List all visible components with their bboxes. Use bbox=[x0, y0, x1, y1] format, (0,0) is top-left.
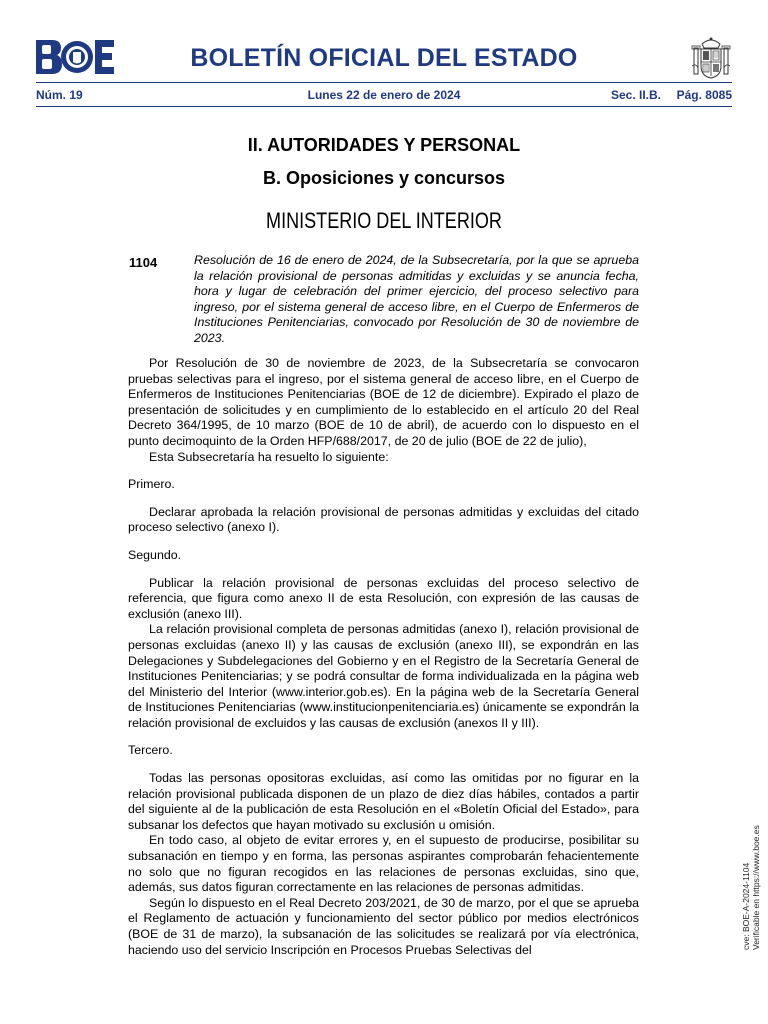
header-bottom-rule bbox=[36, 106, 732, 107]
subsection-title: B. Oposiciones y concursos bbox=[262, 168, 506, 188]
header-top-rule bbox=[36, 82, 732, 83]
coat-of-arms-icon bbox=[690, 36, 732, 80]
body-paragraph: Publicar la relación provisional de personas excluidas del proceso selectivo de referencia, que figura como anexo II de esta Resolución, con expresión de las causas de exclusión (anexo III). bbox=[128, 575, 639, 621]
newspaper-title: BOLETÍN OFICIAL DEL ESTADO bbox=[190, 44, 578, 72]
body-paragraph: Esta Subsecretaría ha resuelto lo siguiente: bbox=[149, 449, 389, 464]
body-paragraph: Todas las personas opositoras excluidas, así como las omitidas por no figurar en la relación provisional publicada disponen de un plazo de diez días hábiles, contados a partir del siguiente al de la publicación de esta Resolución en el «Boletín Oficial del Estado», para subsanar los defectos que hayan motivado su exclusión u omisión. bbox=[128, 771, 639, 832]
section-title: II. AUTORIDADES Y PERSONAL bbox=[247, 135, 521, 155]
body-paragraph: La relación provisional completa de personas admitidas (anexo I), relación provisional de personas excluidas (anexo II) y las causas de exclusión (anexo III), se expondrán en las Delegaciones y Subdelegaciones del Gobierno y en el Registro de la Secretaría General de Instituciones Penitenciarias; y se podrá consultar de forma individualizada en la página web del Ministerio del Interior (www.interior.gob.es). En la página web de la Secretaría General de Instituciones Penitenciarias (www.institucionpenitenciaria.es) únicamente se expondrán la relación provisional de excluidos y las causas de exclusión (anexos II y III). bbox=[128, 622, 639, 730]
article-heading: Tercero. bbox=[128, 743, 173, 758]
article-heading: Primero. bbox=[128, 477, 175, 492]
resolution-summary: Resolución de 16 de enero de 2024, de la Subsecretaría, por la que se aprueba la relación provisional de personas admitidas y excluidas y se anuncia fecha, hora y lugar de celebración del primer ejercicio, del proceso selectivo para ingreso, por el sistema general de acceso libre, en el Cuerpo de Enfermeros de Instituciones Penitenciarias, convocado por Resolución de 30 de noviembre de 2023. bbox=[194, 253, 639, 345]
page-number: Pág. 8085 bbox=[676, 88, 732, 102]
issue-info-bar bbox=[36, 88, 732, 104]
issue-date: Lunes 22 de enero de 2024 bbox=[307, 88, 461, 102]
body-paragraph: Según lo dispuesto en el Real Decreto 203/2021, de 30 de marzo, por el que se aprueba el Reglamento de actuación y funcionamiento del sector público por medios electrónicos (BOE de 31 de marzo), la subsanación de las solicitudes se realizará por vía electrónica, haciendo uso del servicio Inscripción en Procesos Pruebas Selectivas del bbox=[128, 895, 639, 957]
ministry-title: MINISTERIO DEL INTERIOR bbox=[266, 208, 502, 233]
verification-note bbox=[741, 825, 761, 950]
body-paragraph: Declarar aprobada la relación provisional de personas admitidas y excluidas del citado proceso selectivo (anexo I). bbox=[128, 504, 639, 535]
cve-code: cve: BOE-A-2024-1104 bbox=[741, 862, 751, 950]
document-number: 1104 bbox=[129, 255, 158, 270]
verification-link[interactable]: Verificable en https://www.boe.es bbox=[751, 825, 761, 950]
document-body bbox=[128, 356, 639, 958]
issue-number: Núm. 19 bbox=[36, 88, 83, 102]
body-paragraph: En todo caso, al objeto de evitar errores y, en el supuesto de producirse, posibilitar su subsanación en tiempo y en forma, las personas aspirantes comprobarán fehacientemente no solo que no figuran recogidos en las relaciones de personas excluidas, sino que, además, sus datos figuran correctamente en las relaciones de personas admitidas. bbox=[128, 833, 639, 895]
section-code: Sec. II.B. bbox=[610, 88, 661, 102]
body-paragraph: Por Resolución de 30 de noviembre de 2023, de la Subsecretaría se convocaron pruebas selectivas para el ingreso, por el sistema general de acceso libre, en el Cuerpo de Enfermeros de Instituciones Penitenciarias (BOE de 12 de diciembre). Expirado el plazo de presentación de solicitudes y en cumplimiento de lo establecido en el artículo 20 del Real Decreto 364/1995, de 10 marzo (BOE de 10 de abril), de acuerdo con lo dispuesto en el punto decimoquinto de la Orden HFP/688/2017, de 20 de julio (BOE de 22 de julio), bbox=[128, 356, 639, 448]
article-heading: Segundo. bbox=[128, 547, 182, 562]
